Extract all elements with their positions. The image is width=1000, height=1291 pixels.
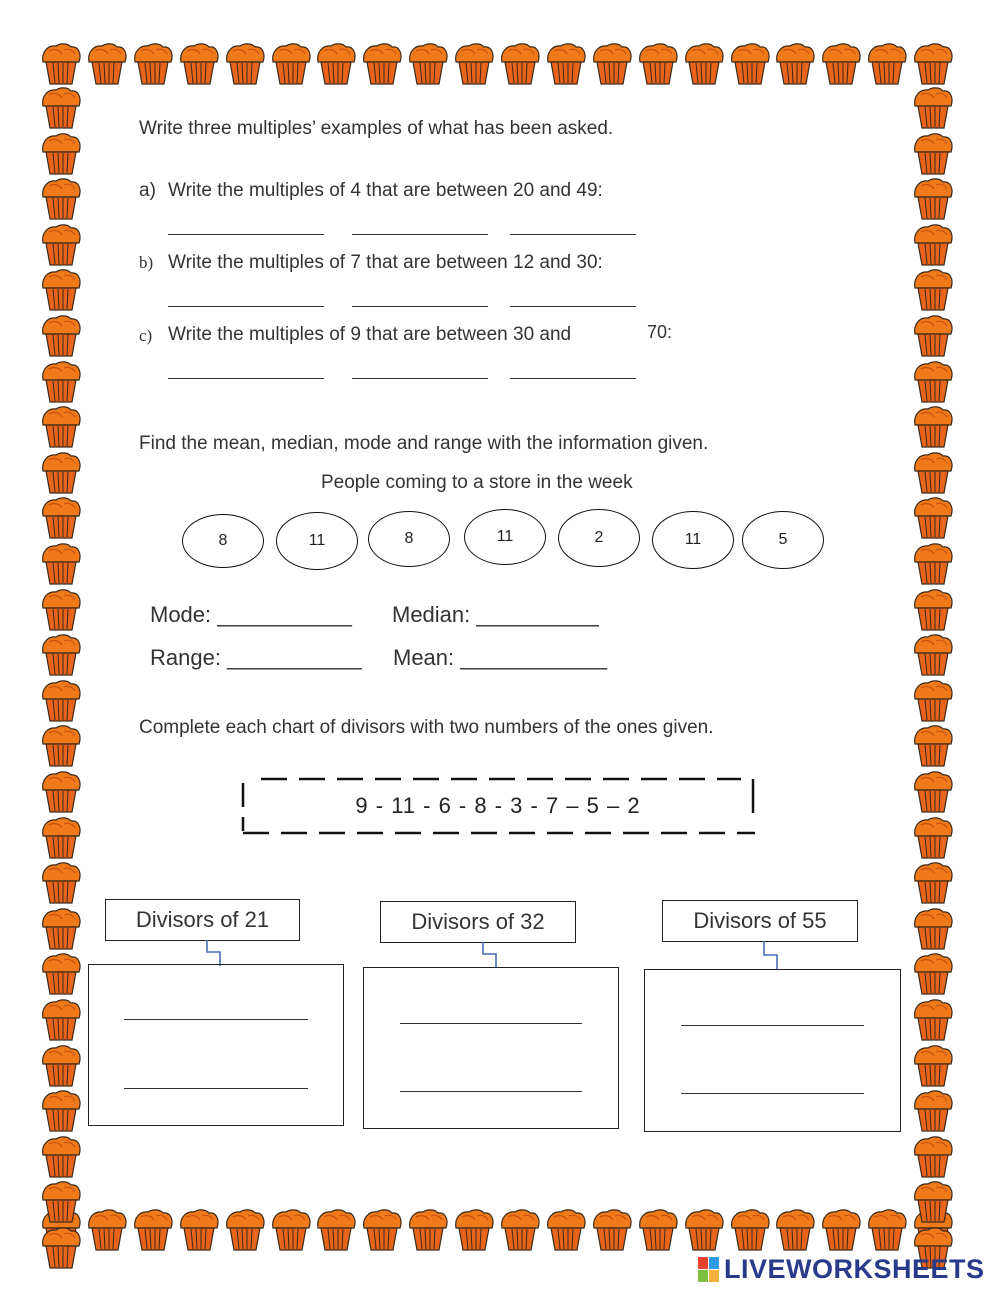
chart-label-32: Divisors of 32	[380, 901, 576, 943]
logo-text: LIVEWORKSHEETS	[724, 1254, 985, 1284]
muffin-icon	[40, 633, 82, 677]
muffin-icon	[270, 42, 312, 86]
muffin-icon	[40, 451, 82, 495]
muffin-icon	[361, 42, 403, 86]
muffin-icon	[912, 770, 954, 814]
muffin-icon	[40, 405, 82, 449]
muffin-icon	[40, 42, 82, 86]
muffin-icon	[40, 542, 82, 586]
muffin-icon	[912, 268, 954, 312]
muffin-icon	[637, 1208, 679, 1252]
muffin-icon	[40, 1044, 82, 1088]
muffin-icon	[774, 1208, 816, 1252]
number-sequence: 9 - 11 - 6 - 8 - 3 - 7 – 5 – 2	[355, 793, 641, 818]
value-circle: 11	[464, 509, 546, 565]
muffin-icon	[912, 86, 954, 130]
muffin-icon	[132, 42, 174, 86]
connector	[757, 941, 787, 971]
stats-instruction: Find the mean, median, mode and range with the information given.	[139, 433, 709, 454]
muffin-icon	[178, 1208, 220, 1252]
logo-blocks-icon	[698, 1257, 720, 1283]
muffin-icon	[178, 42, 220, 86]
mean-field[interactable]: Mean: ____________	[393, 645, 608, 670]
divisors-instruction: Complete each chart of divisors with two numbers of the ones given.	[139, 717, 714, 738]
answer-blank[interactable]	[168, 378, 324, 379]
muffin-icon	[40, 223, 82, 267]
value-circle: 5	[742, 511, 824, 569]
muffin-icon	[912, 816, 954, 860]
muffin-icon	[820, 1208, 862, 1252]
muffin-icon	[591, 1208, 633, 1252]
muffin-icon	[912, 633, 954, 677]
muffin-icon	[912, 314, 954, 358]
muffin-icon	[774, 42, 816, 86]
muffin-icon	[912, 907, 954, 951]
muffin-icon	[729, 1208, 771, 1252]
value-circle: 11	[652, 511, 734, 569]
divisor-answer-blank[interactable]	[124, 1019, 308, 1020]
muffin-icon	[40, 1226, 82, 1270]
muffin-icon	[40, 177, 82, 221]
muffin-icon	[40, 268, 82, 312]
muffin-icon	[40, 679, 82, 723]
muffin-icon	[729, 42, 771, 86]
muffin-icon	[912, 861, 954, 905]
value-circle: 8	[368, 511, 450, 567]
muffin-icon	[912, 451, 954, 495]
muffin-icon	[637, 42, 679, 86]
muffin-icon	[40, 86, 82, 130]
muffin-icon	[912, 405, 954, 449]
muffin-icon	[315, 1208, 357, 1252]
number-bank	[241, 777, 755, 835]
answer-blank[interactable]	[168, 306, 324, 307]
answer-blank[interactable]	[352, 378, 488, 379]
question-b-text: Write the multiples of 7 that are between 12 and 30:	[168, 252, 603, 273]
connector	[476, 942, 506, 970]
muffin-icon	[86, 42, 128, 86]
value-circle: 2	[558, 509, 640, 567]
muffin-icon	[912, 998, 954, 1042]
muffin-icon	[40, 1135, 82, 1179]
muffin-icon	[407, 42, 449, 86]
answer-blank[interactable]	[352, 234, 488, 235]
muffin-icon	[407, 1208, 449, 1252]
muffin-icon	[40, 496, 82, 540]
muffin-icon	[40, 588, 82, 632]
muffin-icon	[912, 1044, 954, 1088]
muffin-icon	[683, 1208, 725, 1252]
muffin-icon	[499, 1208, 541, 1252]
divisors-box-21	[88, 964, 344, 1126]
muffin-icon	[866, 42, 908, 86]
muffin-icon	[40, 816, 82, 860]
muffin-icon	[40, 861, 82, 905]
question-c-letter: c)	[139, 326, 153, 345]
median-field[interactable]: Median: __________	[392, 602, 599, 627]
muffin-icon	[912, 1089, 954, 1133]
muffin-icon	[591, 42, 633, 86]
chart-label-21: Divisors of 21	[105, 899, 300, 941]
divisors-box-55	[644, 969, 901, 1132]
question-c-suffix: 70:	[647, 322, 673, 342]
muffin-icon	[132, 1208, 174, 1252]
muffin-icon	[912, 1135, 954, 1179]
question-a-text: Write the multiples of 4 that are between 20 and 49:	[168, 180, 603, 201]
divisor-answer-blank[interactable]	[124, 1088, 308, 1089]
divisor-answer-blank[interactable]	[681, 1025, 864, 1026]
muffin-icon	[912, 952, 954, 996]
question-c-text: Write the multiples of 9 that are between 30 and	[168, 324, 572, 345]
muffin-icon	[912, 132, 954, 176]
divisor-answer-blank[interactable]	[681, 1093, 864, 1094]
muffin-icon	[912, 588, 954, 632]
muffin-icon	[820, 42, 862, 86]
muffin-icon	[40, 952, 82, 996]
divisor-answer-blank[interactable]	[400, 1091, 582, 1092]
divisors-box-32	[363, 967, 619, 1129]
muffin-icon	[912, 177, 954, 221]
muffin-icon	[40, 770, 82, 814]
muffin-icon	[499, 42, 541, 86]
muffin-icon	[912, 42, 954, 86]
muffin-icon	[683, 42, 725, 86]
muffin-icon	[912, 223, 954, 267]
chart-label-55: Divisors of 55	[662, 900, 858, 942]
muffin-icon	[224, 1208, 266, 1252]
muffin-icon	[224, 42, 266, 86]
muffin-icon	[453, 1208, 495, 1252]
stats-caption: People coming to a store in the week	[321, 472, 633, 493]
muffin-icon	[545, 42, 587, 86]
muffin-icon	[912, 679, 954, 723]
range-field[interactable]: Range: ___________	[150, 645, 362, 670]
liveworksheets-logo	[698, 1254, 985, 1285]
muffin-icon	[912, 542, 954, 586]
mode-field[interactable]: Mode: ___________	[150, 602, 352, 627]
question-a-letter: a)	[139, 180, 156, 201]
muffin-icon	[545, 1208, 587, 1252]
muffin-icon	[912, 724, 954, 768]
answer-blank[interactable]	[352, 306, 488, 307]
muffin-icon	[86, 1208, 128, 1252]
muffin-icon	[40, 998, 82, 1042]
muffin-icon	[912, 360, 954, 404]
muffin-icon	[866, 1208, 908, 1252]
value-circle: 8	[182, 514, 264, 568]
muffin-icon	[40, 1180, 82, 1224]
value-circle: 11	[276, 512, 358, 570]
muffin-icon	[40, 724, 82, 768]
intro-text: Write three multiples’ examples of what has been asked.	[139, 118, 614, 139]
muffin-icon	[315, 42, 357, 86]
answer-blank[interactable]	[510, 234, 636, 235]
muffin-icon	[40, 314, 82, 358]
muffin-icon	[270, 1208, 312, 1252]
answer-blank[interactable]	[168, 234, 324, 235]
muffin-icon	[361, 1208, 403, 1252]
muffin-icon	[453, 42, 495, 86]
muffin-icon	[912, 1180, 954, 1224]
answer-blank[interactable]	[510, 306, 636, 307]
divisor-answer-blank[interactable]	[400, 1023, 582, 1024]
muffin-icon	[40, 360, 82, 404]
question-b-letter: b)	[139, 253, 154, 272]
answer-blank[interactable]	[510, 378, 636, 379]
muffin-icon	[40, 907, 82, 951]
muffin-icon	[40, 132, 82, 176]
muffin-icon	[912, 496, 954, 540]
muffin-icon	[40, 1089, 82, 1133]
